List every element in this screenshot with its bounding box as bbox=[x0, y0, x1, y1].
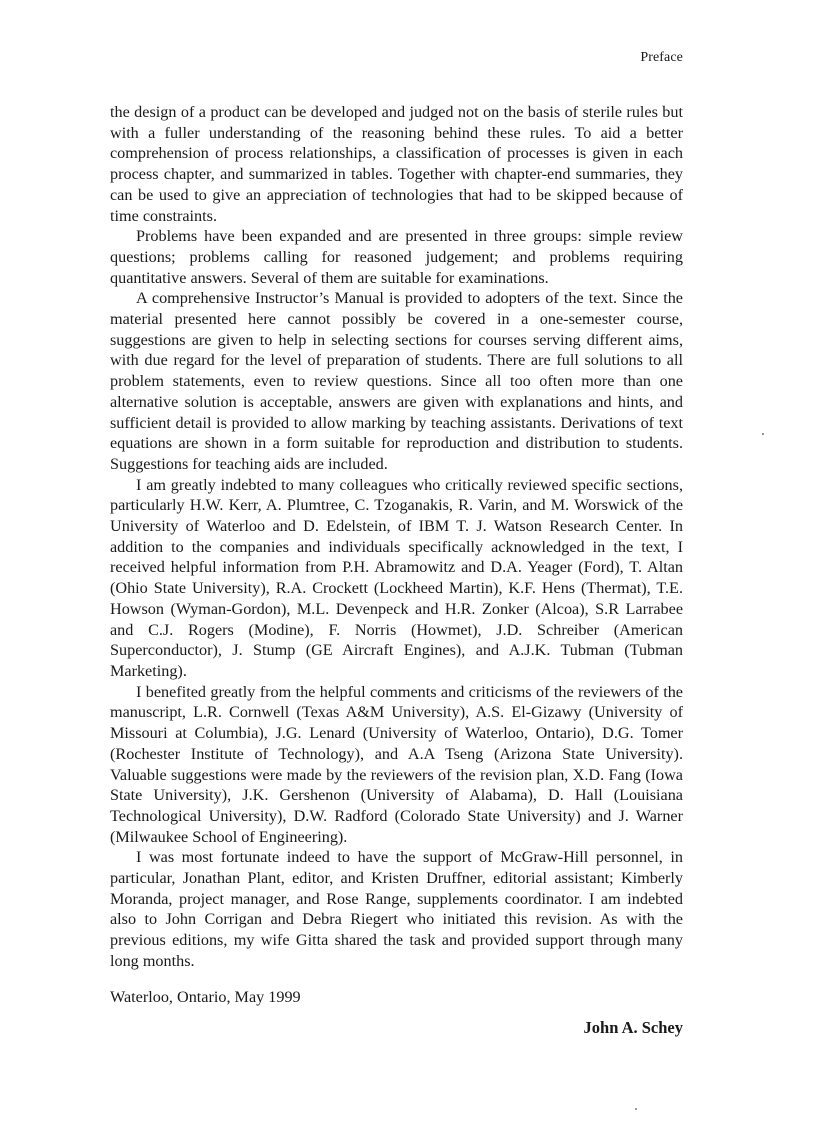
paragraph-instructors-manual: A comprehensive Instructor’s Manual is provided to adopters of the text. Since the material presented here cannot possibly be covered in a one-semester course, suggestions are given to help in selecting sections for courses serving different aims, with due regard for the level of preparation of students. There are full solutions to all problem statements, even to review questions. Since all too often more than one alternative solution is acceptable, answers are given with explanations and hints, and sufficient detail is provided to allow marking by teaching assistants. Derivations of text equations are shown in a form suitable for reproduction and distribution to students. Suggestions for teaching aids are included. bbox=[110, 289, 683, 473]
paragraph-acknowledgements-publisher: I was most fortunate indeed to have the support of McGraw-Hill personnel, in particular, Jonathan Plant, editor, and Kristen Druffner, editorial assistant; Kimberly Moranda, project manager, and Rose Range, supplements coordinator. I am indebted also to John Corrigan and Debra Riegert who initiated this revision. As with the previous editions, my wife Gitta shared the task and provided support through many long months. bbox=[110, 848, 683, 970]
dateline: Waterloo, Ontario, May 1999 bbox=[110, 988, 301, 1006]
paragraph-problems: Problems have been expanded and are presented in three groups: simple review questions; problems calling for reasoned judgement; and problems requiring quantitative answers. Several of them are suitable for examinations. bbox=[110, 227, 683, 287]
running-header: Preface bbox=[640, 50, 683, 65]
scan-speck bbox=[762, 433, 764, 435]
scan-speck bbox=[635, 1108, 637, 1110]
paragraph-acknowledgements-colleagues: I am greatly indebted to many colleagues who critically reviewed specific sections, particularly H.W. Kerr, A. Plumtree, C. Tzoganakis, R. Varin, and M. Worswick of the University of Waterloo and D. Edelstein, of IBM T. J. Watson Research Center. In addition to the companies and individuals specifically acknowledged in the text, I received helpful information from P.H. Abramowitz and D.A. Yeager (Ford), T. Altan (Ohio State University), R.A. Crockett (Lockheed Martin), K.F. Hens (Thermat), T.E. Howson (Wyman-Gordon), M.L. Devenpeck and H.R. Zonker (Alcoa), S.R Larrabee and C.J. Rogers (Modine), F. Norris (Howmet), J.D. Schreiber (American Superconductor), J. Stump (GE Aircraft Engines), and A.J.K. Tubman (Tubman Marketing). bbox=[110, 475, 683, 680]
author-signature: John A. Schey bbox=[583, 1018, 683, 1037]
paragraph-acknowledgements-reviewers: I benefited greatly from the helpful comments and criticisms of the reviewers of the manuscript, L.R. Cornwell (Texas A&M University), A.S. El-Gizawy (University of Missouri at Columbia), J.G. Lenard (University of Waterloo, Ontario), D.G. Tomer (Rochester Institute of Technology), and A.A Tseng (Arizona State University). Valuable suggestions were made by the reviewers of the revision plan, X.D. Fang (Iowa State University), J.K. Gershenon (University of Alabama), D. Hall (Louisiana Technological University), D.W. Radford (Colorado State University) and J. Warner (Milwaukee School of Engineering). bbox=[110, 682, 683, 846]
preface-body bbox=[110, 102, 683, 972]
paragraph-continuation: the design of a product can be developed and judged not on the basis of sterile rules but with a fuller understanding of the reasoning behind these rules. To aid a better comprehension of process relationships, a classification of processes is given in each process chapter, and summarized in tables. Together with chapter-end summaries, they can be used to give an appreciation of technologies that had to be skipped because of time constraints. bbox=[110, 103, 683, 225]
